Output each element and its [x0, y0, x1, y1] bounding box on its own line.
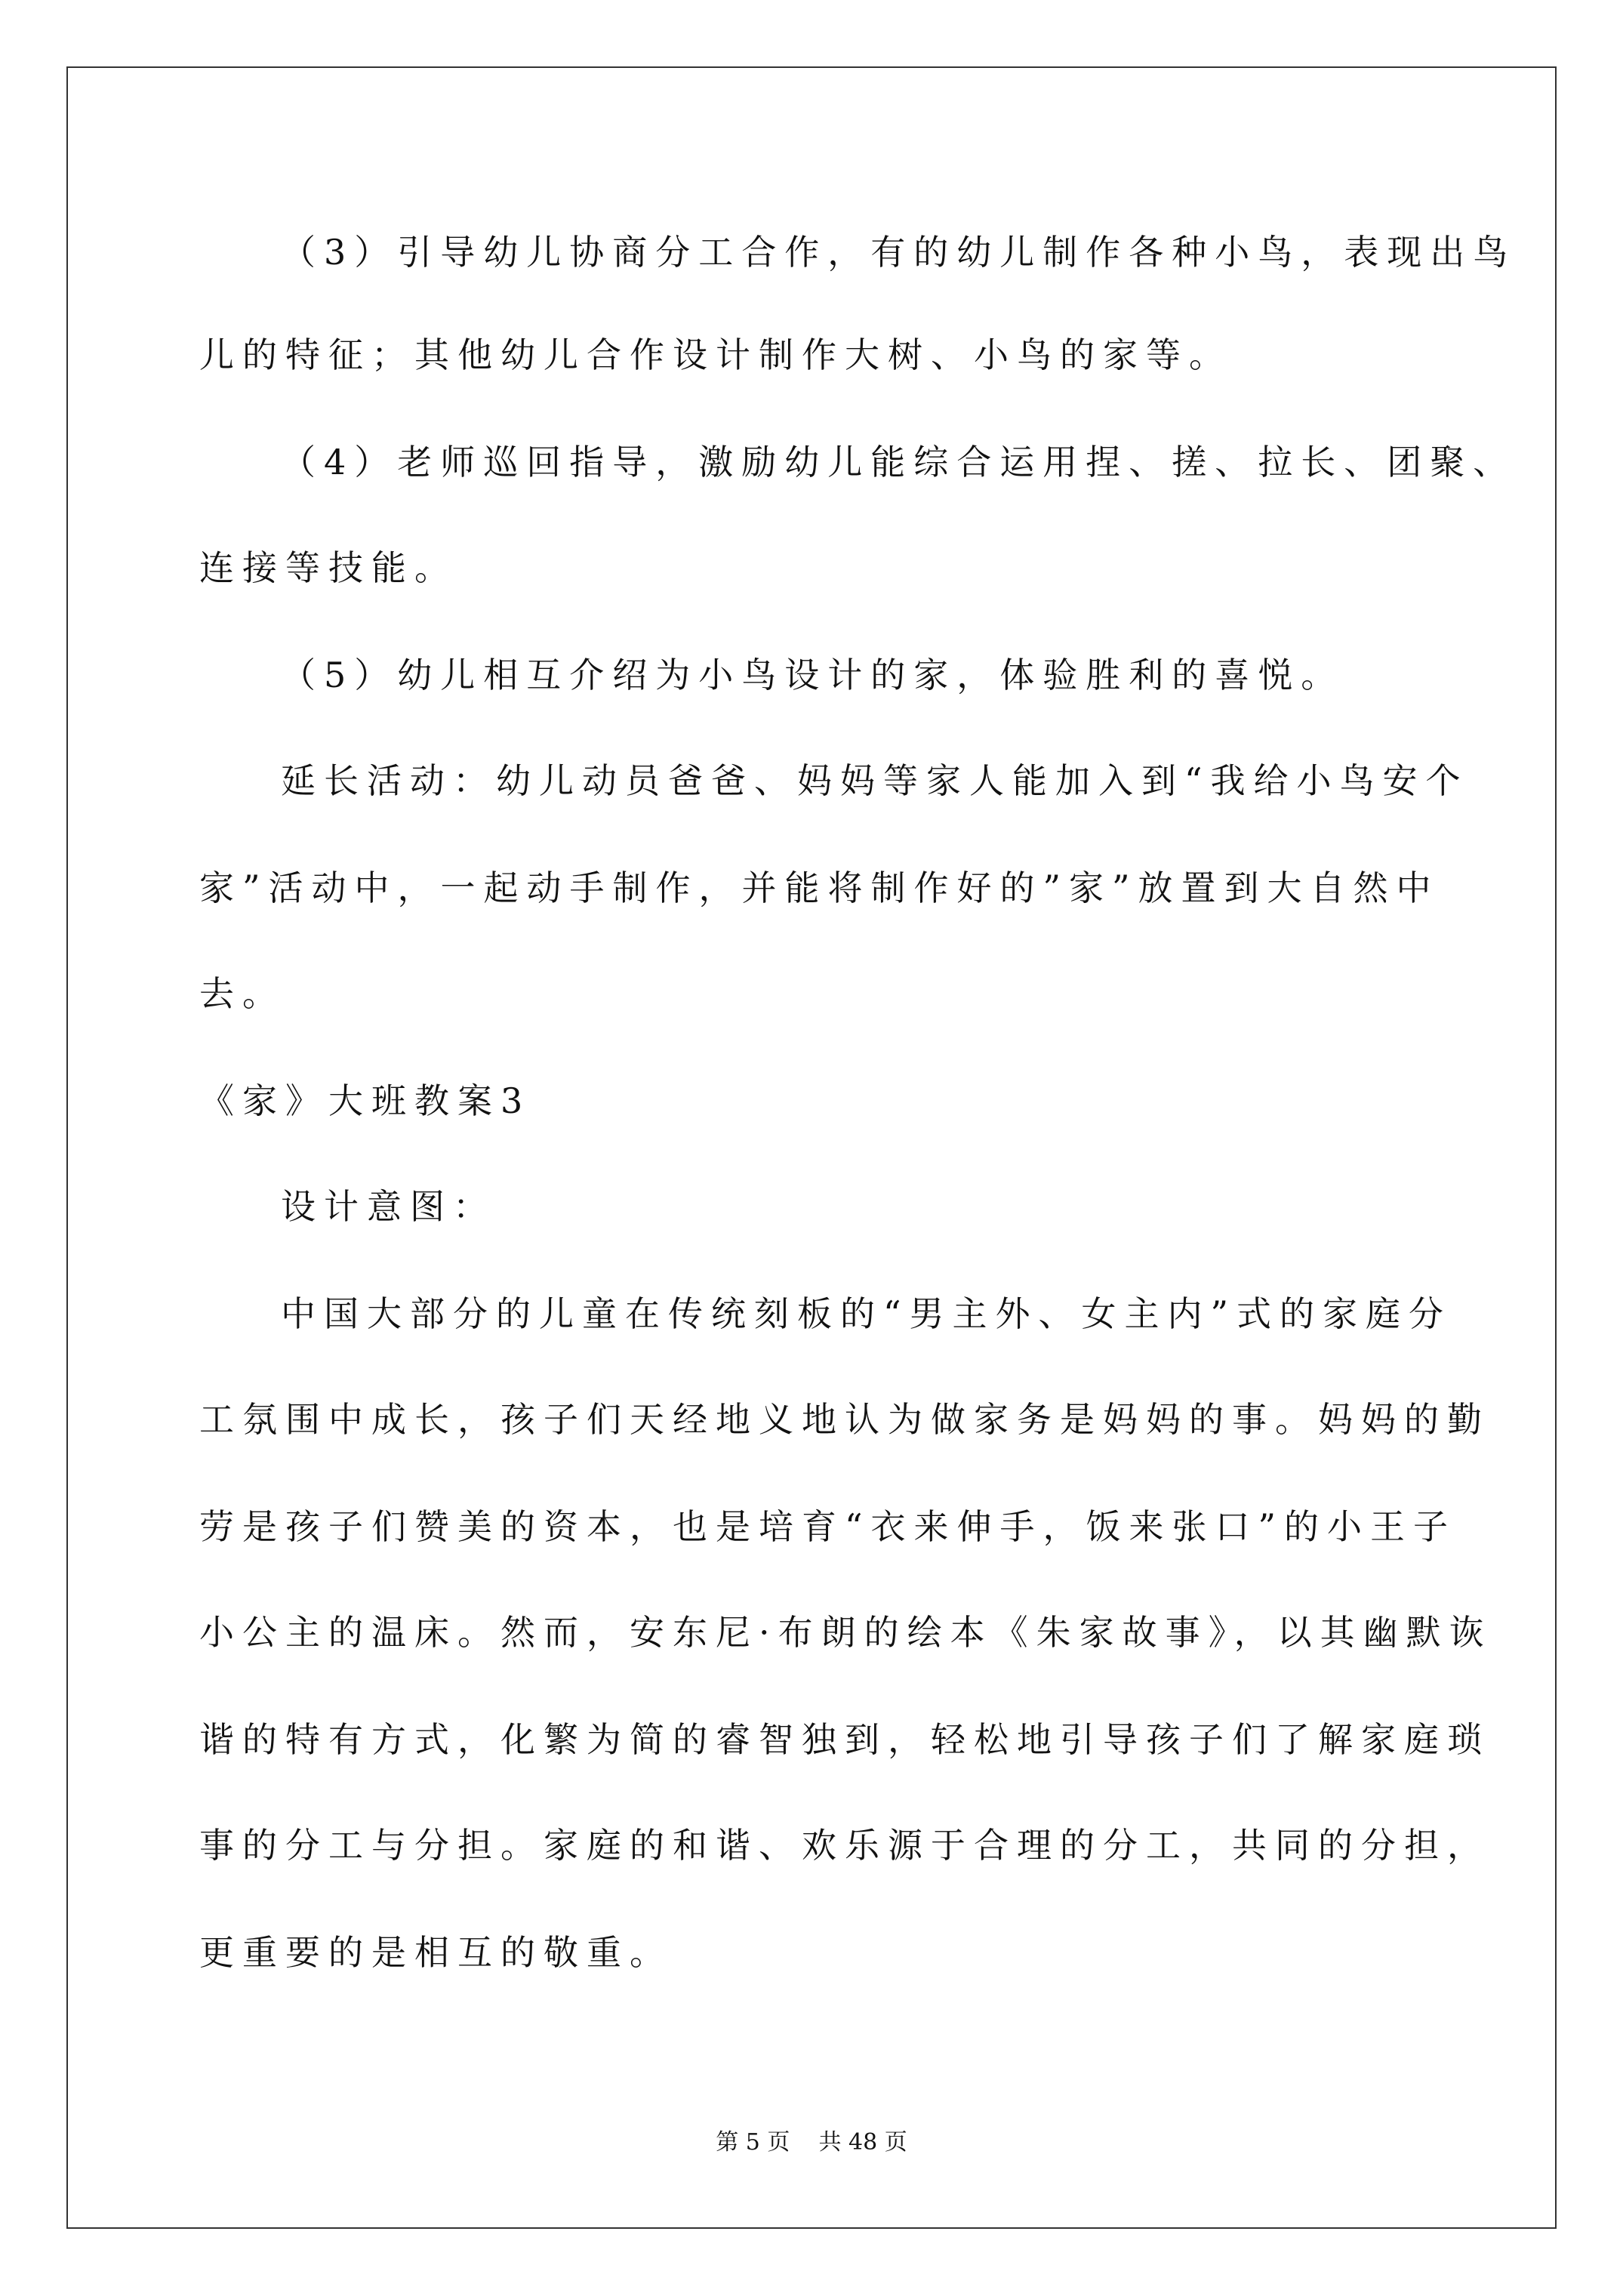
page-border: [66, 66, 1557, 2229]
paragraph-line: 小公主的温床。然而，安东尼·布朗的绘本《朱家故事》，以其幽默诙: [199, 1612, 1492, 1653]
paragraph-line: 更重要的是相互的敬重。: [199, 1932, 673, 1973]
paragraph-line: （4）老师巡回指导，激励幼儿能综合运用捏、搓、拉长、团聚、: [281, 442, 1517, 482]
paragraph-line: 连接等技能。: [199, 547, 457, 588]
paragraph-line: 延长活动：幼儿动员爸爸、妈妈等家人能加入到“我给小鸟安个: [281, 760, 1469, 801]
section-title: 《家》大班教案3: [199, 1080, 531, 1121]
paragraph-line: 儿的特征；其他幼儿合作设计制作大树、小鸟的家等。: [199, 334, 1232, 375]
subheading: 设计意图：: [281, 1186, 496, 1227]
page-number: 第 5 页 共 48 页: [716, 2129, 907, 2156]
paragraph-line: 劳是孩子们赞美的资本，也是培育“衣来伸手，饭来张口”的小王子: [199, 1506, 1457, 1547]
paragraph-line: 中国大部分的儿童在传统刻板的“男主外、女主内”式的家庭分: [281, 1293, 1452, 1334]
paragraph-line: 谐的特有方式，化繁为简的睿智独到，轻松地引导孩子们了解家庭琐: [199, 1719, 1490, 1760]
paragraph-line: 工氛围中成长，孩子们天经地义地认为做家务是妈妈的事。妈妈的勤: [199, 1399, 1490, 1440]
paragraph-line: 家”活动中，一起动手制作，并能将制作好的”家”放置到大自然中: [199, 868, 1440, 908]
paragraph-line: 事的分工与分担。家庭的和谐、欢乐源于合理的分工，共同的分担，: [199, 1825, 1490, 1866]
paragraph-line: （3）引导幼儿协商分工合作，有的幼儿制作各种小鸟，表现出鸟: [281, 232, 1517, 273]
paragraph-line: 去。: [199, 973, 285, 1014]
paragraph-line: （5）幼儿相互介绍为小鸟设计的家，体验胜利的喜悦。: [281, 655, 1344, 695]
